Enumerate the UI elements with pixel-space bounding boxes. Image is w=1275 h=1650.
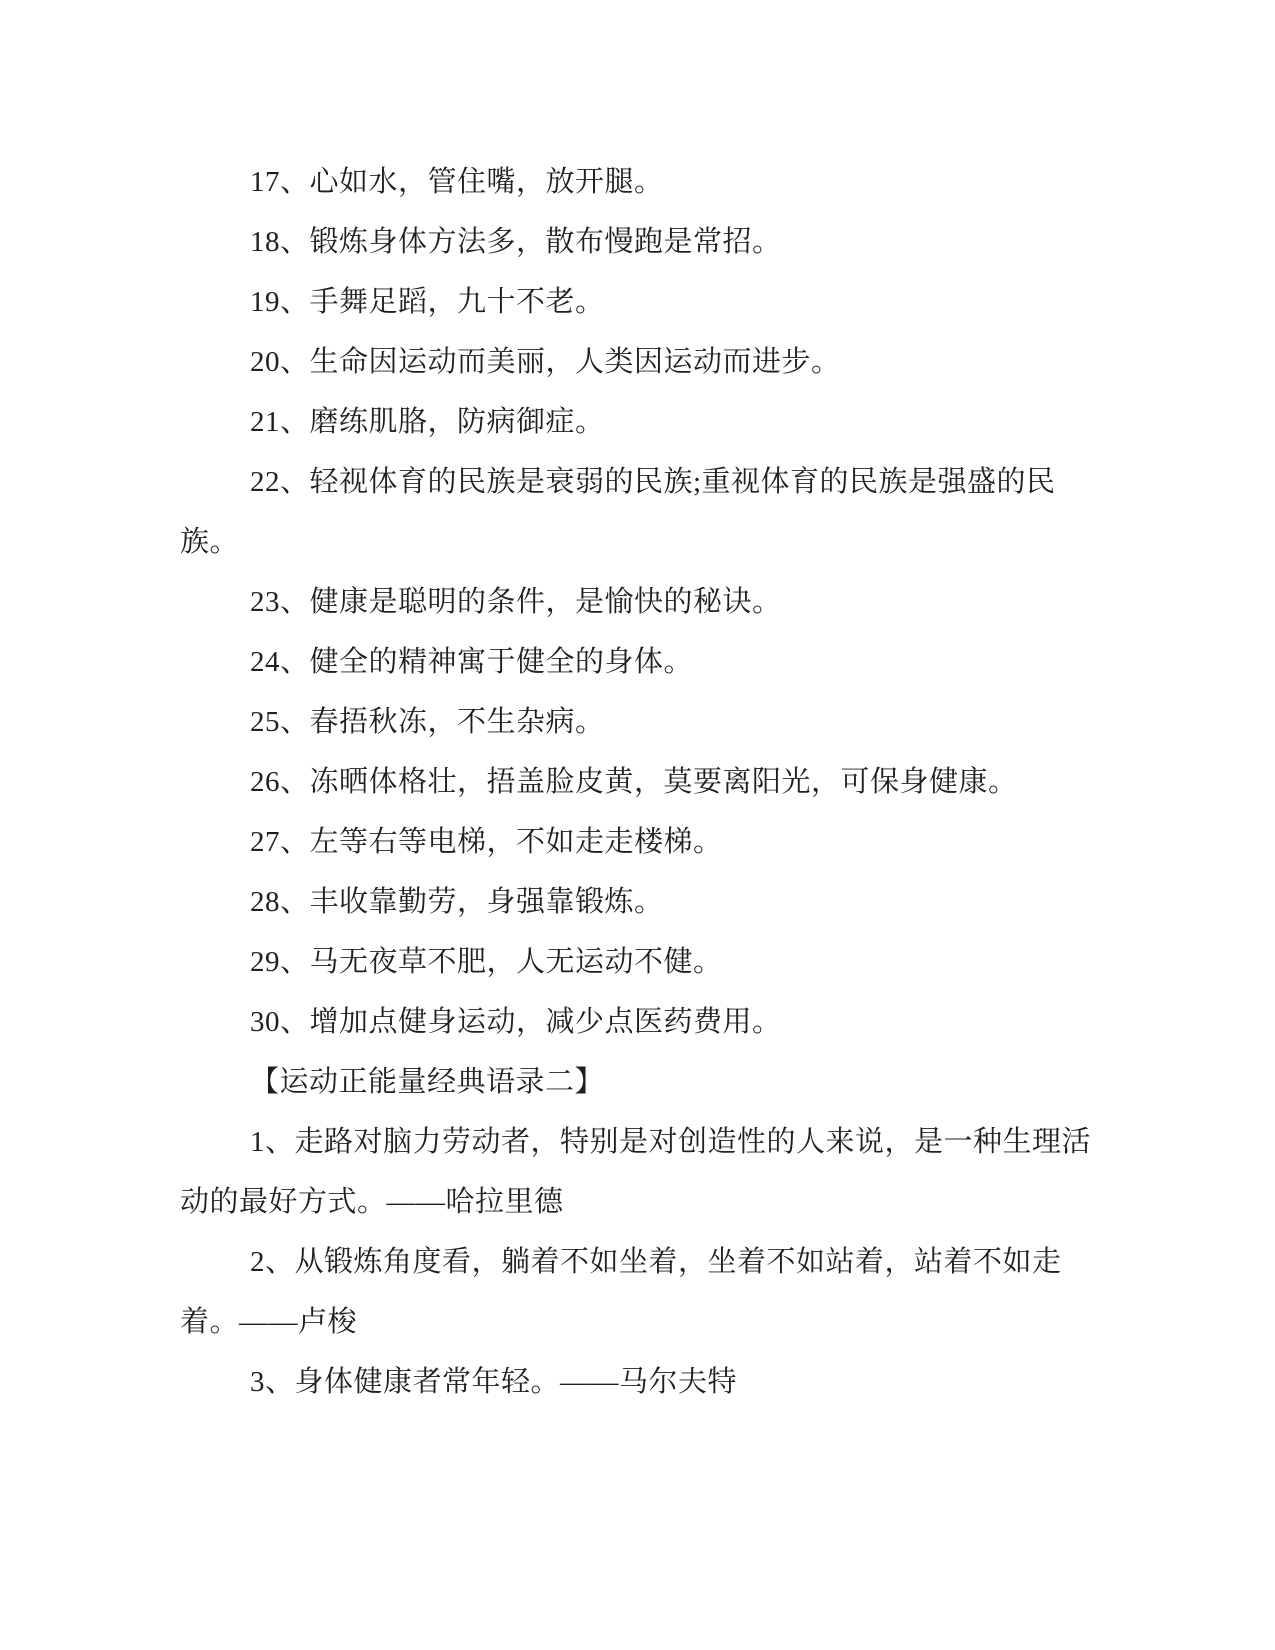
quote-paragraph: 26、冻晒体格壮，捂盖脸皮黄，莫要离阳光，可保身健康。 bbox=[250, 766, 1018, 798]
quote-paragraph: 17、心如水，管住嘴，放开腿。 bbox=[250, 166, 664, 198]
quote-paragraph: 2、从锻炼角度看，躺着不如坐着，坐着不如站着，站着不如走着。——卢梭 bbox=[180, 1246, 1062, 1338]
quote-paragraph: 25、春捂秋冻，不生杂病。 bbox=[250, 706, 605, 738]
quote-paragraph: 22、轻视体育的民族是衰弱的民族;重视体育的民族是强盛的民族。 bbox=[180, 466, 1056, 558]
quote-paragraph: 24、健全的精神寓于健全的身体。 bbox=[250, 646, 694, 678]
quote-paragraph: 20、生命因运动而美丽，人类因运动而进步。 bbox=[250, 346, 841, 378]
quote-paragraph: 30、增加点健身运动，减少点医药费用。 bbox=[250, 1006, 782, 1038]
quote-paragraph: 3、身体健康者常年轻。——马尔夫特 bbox=[250, 1366, 738, 1398]
quote-paragraph: 19、手舞足蹈，九十不老。 bbox=[250, 286, 605, 318]
quote-paragraph: 1、走路对脑力劳动者，特别是对创造性的人来说，是一种生理活动的最好方式。——哈拉里德 bbox=[180, 1126, 1092, 1218]
quote-paragraph: 27、左等右等电梯，不如走走楼梯。 bbox=[250, 826, 723, 858]
quote-paragraph: 28、丰收靠勤劳，身强靠锻炼。 bbox=[250, 886, 664, 918]
quote-paragraph: 23、健康是聪明的条件，是愉快的秘诀。 bbox=[250, 586, 782, 618]
quote-paragraph: 18、锻炼身体方法多，散布慢跑是常招。 bbox=[250, 226, 782, 258]
quote-paragraph: 29、马无夜草不肥，人无运动不健。 bbox=[250, 946, 723, 978]
quote-paragraph: 21、磨练肌胳，防病御症。 bbox=[250, 406, 605, 438]
section-header: 【运动正能量经典语录二】 bbox=[250, 1066, 605, 1098]
document-body bbox=[180, 152, 1095, 1412]
